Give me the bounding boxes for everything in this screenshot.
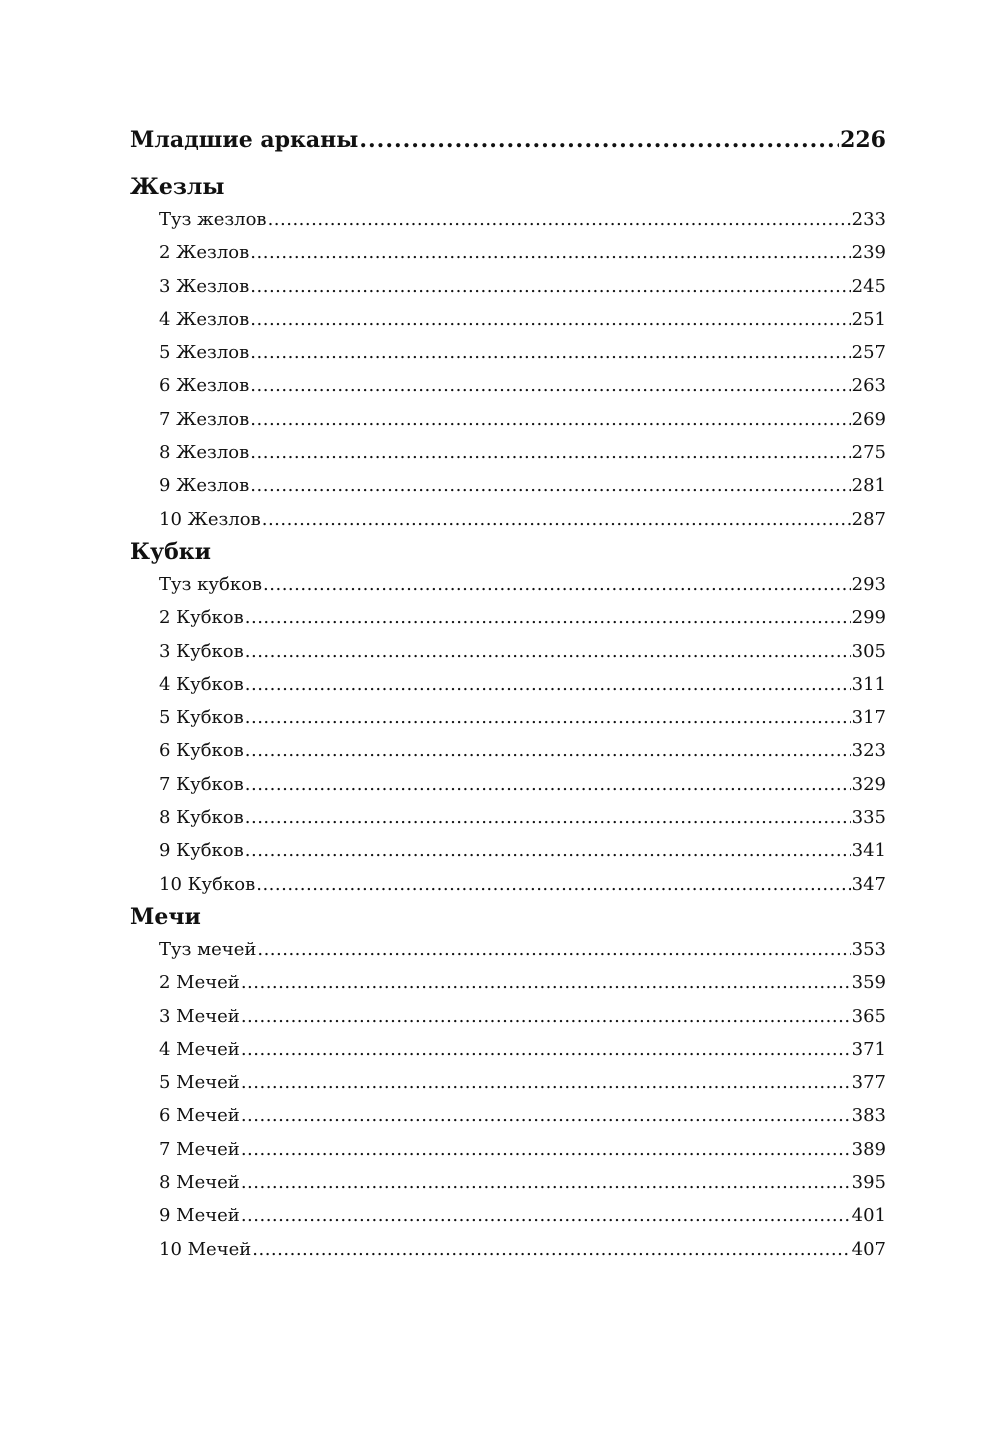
toc-entry-page-number: 353 bbox=[851, 938, 886, 960]
toc-entry-label: 3 Мечей bbox=[159, 1005, 240, 1027]
toc-entry[interactable] bbox=[130, 701, 886, 734]
toc-entry-page-number: 275 bbox=[851, 442, 886, 464]
dot-leader bbox=[262, 503, 851, 536]
toc-entry-page-number: 365 bbox=[851, 1005, 886, 1027]
toc-entry[interactable] bbox=[130, 1000, 886, 1033]
toc-entry[interactable] bbox=[130, 1099, 886, 1132]
dot-leader bbox=[245, 668, 851, 701]
toc-entry-label: 4 Мечей bbox=[159, 1038, 240, 1060]
toc-entry-page-number: 341 bbox=[851, 840, 886, 862]
section-heading-wands: Жезлы bbox=[130, 174, 225, 200]
dot-leader bbox=[250, 236, 850, 269]
toc-entry-page-number: 287 bbox=[851, 508, 886, 530]
toc-entry-page-number: 389 bbox=[851, 1138, 886, 1160]
dot-leader bbox=[241, 1066, 851, 1099]
toc-entry[interactable] bbox=[130, 469, 886, 502]
table-of-contents bbox=[130, 122, 886, 1266]
toc-entry-label: Туз кубков bbox=[159, 573, 263, 595]
toc-entry-page-number: 239 bbox=[851, 242, 886, 264]
toc-entry[interactable] bbox=[130, 436, 886, 469]
dot-leader bbox=[241, 966, 851, 999]
dot-leader bbox=[257, 933, 850, 966]
toc-entry-label: 6 Мечей bbox=[159, 1105, 240, 1127]
toc-entry[interactable] bbox=[130, 635, 886, 668]
toc-entry-page-number: 335 bbox=[851, 807, 886, 829]
toc-entry-page-number: 395 bbox=[851, 1172, 886, 1194]
toc-entry[interactable] bbox=[130, 768, 886, 801]
toc-main-page-number: 226 bbox=[840, 127, 886, 153]
toc-entry-page-number: 377 bbox=[851, 1072, 886, 1094]
toc-entry-label: 5 Жезлов bbox=[159, 342, 250, 364]
toc-entry[interactable] bbox=[130, 369, 886, 402]
dot-leader bbox=[250, 469, 850, 502]
toc-entry-label: 10 Жезлов bbox=[159, 508, 261, 530]
toc-entry-label: 10 Кубков bbox=[159, 873, 256, 895]
toc-entry-page-number: 311 bbox=[851, 673, 886, 695]
toc-entry[interactable] bbox=[130, 868, 886, 901]
dot-leader bbox=[241, 1033, 851, 1066]
toc-entry[interactable] bbox=[130, 1233, 886, 1266]
toc-entry-page-number: 299 bbox=[851, 607, 886, 629]
toc-entry-label: 6 Кубков bbox=[159, 740, 244, 762]
toc-entry[interactable] bbox=[130, 503, 886, 536]
toc-entry-page-number: 281 bbox=[851, 475, 886, 497]
toc-entry[interactable] bbox=[130, 734, 886, 767]
toc-entry-page-number: 269 bbox=[851, 408, 886, 430]
toc-entry-label: 5 Кубков bbox=[159, 707, 244, 729]
dot-leader bbox=[359, 122, 839, 159]
toc-entry[interactable] bbox=[130, 1066, 886, 1099]
dot-leader bbox=[250, 336, 850, 369]
toc-entry-page-number: 293 bbox=[851, 573, 886, 595]
toc-entry-label: 3 Кубков bbox=[159, 640, 244, 662]
toc-entry[interactable] bbox=[130, 236, 886, 269]
toc-entry-label: 9 Жезлов bbox=[159, 475, 250, 497]
toc-entry[interactable] bbox=[130, 1199, 886, 1232]
toc-entry-label: 3 Жезлов bbox=[159, 275, 250, 297]
toc-entry[interactable] bbox=[130, 270, 886, 303]
toc-entry-page-number: 263 bbox=[851, 375, 886, 397]
toc-entry-label: 7 Кубков bbox=[159, 773, 244, 795]
toc-entry-page-number: 347 bbox=[851, 873, 886, 895]
dot-leader bbox=[245, 801, 851, 834]
dot-leader bbox=[241, 1133, 851, 1166]
toc-entry-label: 8 Мечей bbox=[159, 1172, 240, 1194]
toc-entry-label: 5 Мечей bbox=[159, 1072, 240, 1094]
toc-entry-page-number: 371 bbox=[851, 1038, 886, 1060]
toc-entry-label: 2 Жезлов bbox=[159, 242, 250, 264]
toc-entry[interactable] bbox=[130, 1133, 886, 1166]
toc-entry[interactable] bbox=[130, 933, 886, 966]
toc-entry-label: 2 Мечей bbox=[159, 972, 240, 994]
dot-leader bbox=[252, 1233, 850, 1266]
dot-leader bbox=[250, 303, 850, 336]
toc-entry[interactable] bbox=[130, 336, 886, 369]
toc-entry[interactable] bbox=[130, 601, 886, 634]
toc-entry-label: 7 Мечей bbox=[159, 1138, 240, 1160]
toc-entry-label: Туз мечей bbox=[159, 938, 257, 960]
toc-entry[interactable] bbox=[130, 403, 886, 436]
dot-leader bbox=[241, 1199, 851, 1232]
dot-leader bbox=[245, 834, 851, 867]
toc-entry[interactable] bbox=[130, 966, 886, 999]
toc-entry-page-number: 233 bbox=[851, 209, 886, 230]
dot-leader bbox=[268, 203, 851, 236]
dot-leader bbox=[241, 1000, 851, 1033]
toc-entry[interactable] bbox=[130, 1033, 886, 1066]
toc-entry-page-number: 323 bbox=[851, 740, 886, 762]
dot-leader bbox=[256, 868, 850, 901]
dot-leader bbox=[245, 635, 851, 668]
dot-leader bbox=[241, 1099, 851, 1132]
toc-entry-page-number: 407 bbox=[851, 1238, 886, 1260]
dot-leader bbox=[245, 768, 851, 801]
toc-entry[interactable] bbox=[130, 834, 886, 867]
toc-entry-label: 7 Жезлов bbox=[159, 408, 250, 430]
toc-entry-label: 9 Мечей bbox=[159, 1205, 240, 1227]
section-heading-swords: Мечи bbox=[130, 903, 201, 930]
toc-entry-label: 2 Кубков bbox=[159, 607, 244, 629]
dot-leader bbox=[250, 369, 850, 402]
toc-entry-label: 8 Кубков bbox=[159, 807, 244, 829]
dot-leader bbox=[245, 701, 851, 734]
dot-leader bbox=[245, 601, 851, 634]
toc-entry-page-number: 401 bbox=[851, 1205, 886, 1227]
toc-main-entry[interactable] bbox=[130, 122, 886, 159]
toc-entry-label: Туз жезлов bbox=[159, 209, 267, 230]
toc-entry-label: 8 Жезлов bbox=[159, 442, 250, 464]
toc-entry-page-number: 329 bbox=[851, 773, 886, 795]
section-heading-cups: Кубки bbox=[130, 538, 211, 565]
toc-entry[interactable] bbox=[130, 668, 886, 701]
toc-entry-label: 4 Жезлов bbox=[159, 308, 250, 330]
dot-leader bbox=[250, 270, 850, 303]
toc-entry-page-number: 257 bbox=[851, 342, 886, 364]
toc-entry[interactable] bbox=[130, 568, 886, 601]
toc-entry-page-number: 251 bbox=[851, 308, 886, 330]
dot-leader bbox=[250, 436, 850, 469]
toc-entry[interactable] bbox=[130, 801, 886, 834]
toc-entry[interactable] bbox=[130, 1166, 886, 1199]
toc-entry-page-number: 359 bbox=[851, 972, 886, 994]
toc-entry-page-number: 317 bbox=[851, 707, 886, 729]
dot-leader bbox=[241, 1166, 851, 1199]
toc-entry[interactable] bbox=[130, 203, 886, 236]
toc-entry-page-number: 305 bbox=[851, 640, 886, 662]
toc-entry[interactable] bbox=[130, 303, 886, 336]
dot-leader bbox=[263, 568, 851, 601]
toc-entry-label: 9 Кубков bbox=[159, 840, 244, 862]
toc-entry-page-number: 245 bbox=[851, 275, 886, 297]
toc-entry-label: 6 Жезлов bbox=[159, 375, 250, 397]
dot-leader bbox=[245, 734, 851, 767]
dot-leader bbox=[250, 403, 850, 436]
toc-entry-label: 4 Кубков bbox=[159, 673, 244, 695]
toc-main-label: Младшие арканы bbox=[130, 127, 359, 153]
toc-entry-label: 10 Мечей bbox=[159, 1238, 252, 1260]
toc-entry-page-number: 383 bbox=[851, 1105, 886, 1127]
